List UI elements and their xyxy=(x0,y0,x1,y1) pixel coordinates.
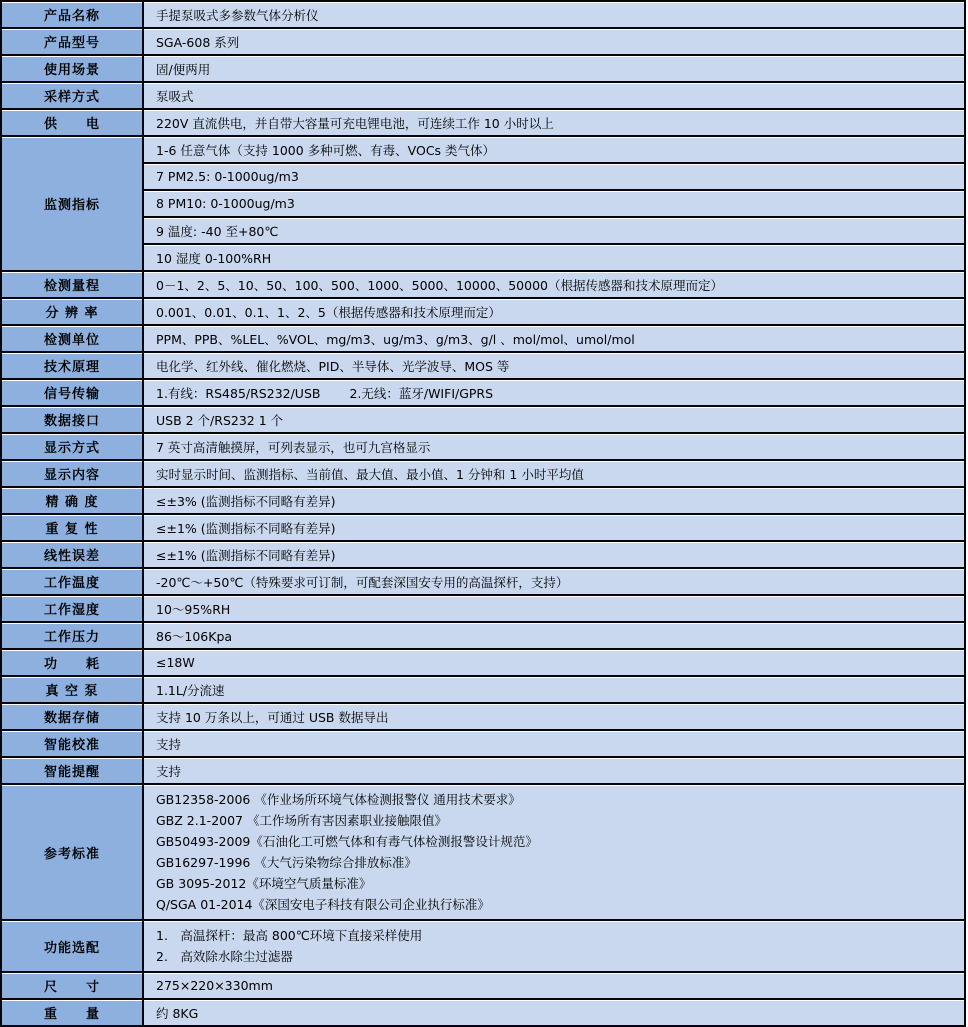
row-label: 产品名称 xyxy=(1,1,143,28)
row-label: 功 耗 xyxy=(1,649,143,676)
value-line: 2. 高效除水除尘过滤器 xyxy=(156,949,293,964)
table-row xyxy=(1,136,965,163)
row-value: -20℃～+50℃（特殊要求可订制，可配套深国安专用的高温探杆，支持） xyxy=(143,568,965,595)
row-label: 产品型号 xyxy=(1,28,143,55)
row-value: 86～106Kpa xyxy=(143,622,965,649)
row-value: 手提泵吸式多参数气体分析仪 xyxy=(143,1,965,28)
row-value: 实时显示时间、监测指标、当前值、最大值、最小值、1 分钟和 1 小时平均值 xyxy=(143,460,965,487)
table-row xyxy=(1,109,965,136)
row-label: 采样方式 xyxy=(1,82,143,109)
row-value: 泵吸式 xyxy=(143,82,965,109)
row-value: 1-6 任意气体（支持 1000 多种可燃、有毒、VOCs 类气体） xyxy=(143,136,965,163)
row-label: 使用场景 xyxy=(1,55,143,82)
table-row xyxy=(1,730,965,757)
row-value: ≤±1% (监测指标不同略有差异) xyxy=(143,541,965,568)
table-row xyxy=(1,595,965,622)
table-row xyxy=(1,541,965,568)
table-row xyxy=(1,999,965,1026)
row-label: 工作湿度 xyxy=(1,595,143,622)
table-row xyxy=(1,406,965,433)
table-row xyxy=(1,379,965,406)
row-label: 分 辨 率 xyxy=(1,298,143,325)
row-label: 真 空 泵 xyxy=(1,676,143,703)
row-label: 检测量程 xyxy=(1,271,143,298)
spec-table-body xyxy=(1,1,965,1026)
row-label: 功能选配 xyxy=(1,920,143,972)
row-value: 7 英寸高清触摸屏，可列表显示，也可九宫格显示 xyxy=(143,433,965,460)
table-row xyxy=(1,163,965,190)
table-row xyxy=(1,271,965,298)
value-line: GB16297-1996 《大气污染物综合排放标准》 xyxy=(156,855,417,870)
table-row xyxy=(1,352,965,379)
row-label: 智能提醒 xyxy=(1,757,143,784)
row-value: 10～95%RH xyxy=(143,595,965,622)
table-row xyxy=(1,920,965,972)
table-row xyxy=(1,622,965,649)
row-value: 电化学、红外线、催化燃烧、PID、半导体、光学波导、MOS 等 xyxy=(143,352,965,379)
table-row xyxy=(1,433,965,460)
row-label: 显示方式 xyxy=(1,433,143,460)
table-row xyxy=(1,190,965,217)
table-row xyxy=(1,55,965,82)
row-label: 供 电 xyxy=(1,109,143,136)
table-row xyxy=(1,1,965,28)
row-value: 7 PM2.5: 0-1000ug/m3 xyxy=(143,163,965,190)
row-label: 信号传输 xyxy=(1,379,143,406)
row-label: 智能校准 xyxy=(1,730,143,757)
table-row xyxy=(1,972,965,999)
row-value: 10 湿度 0-100%RH xyxy=(143,244,965,271)
row-value xyxy=(143,920,965,972)
table-row xyxy=(1,28,965,55)
row-value: PPM、PPB、%LEL、%VOL、mg/m3、ug/m3、g/m3、g/l 、mol/mol、umol/mol xyxy=(143,325,965,352)
row-label: 重 量 xyxy=(1,999,143,1026)
row-value: 1.有线：RS485/RS232/USB 2.无线：蓝牙/WIFI/GPRS xyxy=(143,379,965,406)
row-value: 0.001、0.01、0.1、1、2、5（根据传感器和技术原理而定） xyxy=(143,298,965,325)
row-value: 固/便两用 xyxy=(143,55,965,82)
table-row xyxy=(1,298,965,325)
value-line: 1. 高温探杆：最高 800℃环境下直接采样使用 xyxy=(156,928,423,943)
table-row xyxy=(1,568,965,595)
value-line: GBZ 2.1-2007 《工作场所有害因素职业接触限值》 xyxy=(156,813,447,828)
row-value: ≤±3% (监测指标不同略有差异) xyxy=(143,487,965,514)
table-row xyxy=(1,703,965,730)
row-label: 重 复 性 xyxy=(1,514,143,541)
table-row xyxy=(1,460,965,487)
value-line: GB12358-2006 《作业场所环境气体检测报警仪 通用技术要求》 xyxy=(156,792,521,807)
table-row xyxy=(1,757,965,784)
row-value: 支持 xyxy=(143,730,965,757)
row-value: 支持 xyxy=(143,757,965,784)
row-value: 1.1L/分流速 xyxy=(143,676,965,703)
row-label: 参考标准 xyxy=(1,784,143,920)
row-value: 0－1、2、5、10、50、100、500、1000、5000、10000、50000（根据传感器和技术原理而定） xyxy=(143,271,965,298)
row-label: 显示内容 xyxy=(1,460,143,487)
value-line: Q/SGA 01-2014《深国安电子科技有限公司企业执行标准》 xyxy=(156,897,490,912)
row-value: SGA-608 系列 xyxy=(143,28,965,55)
row-label: 检测单位 xyxy=(1,325,143,352)
row-label: 监测指标 xyxy=(1,136,143,271)
row-value: 支持 10 万条以上，可通过 USB 数据导出 xyxy=(143,703,965,730)
table-row xyxy=(1,82,965,109)
row-label: 尺 寸 xyxy=(1,972,143,999)
row-label: 工作温度 xyxy=(1,568,143,595)
table-row xyxy=(1,784,965,920)
row-value xyxy=(143,784,965,920)
row-label: 技术原理 xyxy=(1,352,143,379)
row-value: ≤18W xyxy=(143,649,965,676)
table-row xyxy=(1,325,965,352)
value-line: GB50493-2009《石油化工可燃气体和有毒气体检测报警设计规范》 xyxy=(156,834,538,849)
row-value: USB 2 个/RS232 1 个 xyxy=(143,406,965,433)
row-label: 数据存储 xyxy=(1,703,143,730)
table-row xyxy=(1,649,965,676)
row-label: 工作压力 xyxy=(1,622,143,649)
row-value: 8 PM10: 0-1000ug/m3 xyxy=(143,190,965,217)
row-label: 线性误差 xyxy=(1,541,143,568)
row-label: 精 确 度 xyxy=(1,487,143,514)
row-value: ≤±1% (监测指标不同略有差异) xyxy=(143,514,965,541)
row-value: 约 8KG xyxy=(143,999,965,1026)
value-line: GB 3095-2012《环境空气质量标准》 xyxy=(156,876,372,891)
table-row xyxy=(1,487,965,514)
table-row xyxy=(1,244,965,271)
row-value: 275×220×330mm xyxy=(143,972,965,999)
table-row xyxy=(1,676,965,703)
row-value: 9 温度: -40 至+80℃ xyxy=(143,217,965,244)
table-row xyxy=(1,514,965,541)
table-row xyxy=(1,217,965,244)
row-value: 220V 直流供电，并自带大容量可充电锂电池，可连续工作 10 小时以上 xyxy=(143,109,965,136)
row-label: 数据接口 xyxy=(1,406,143,433)
